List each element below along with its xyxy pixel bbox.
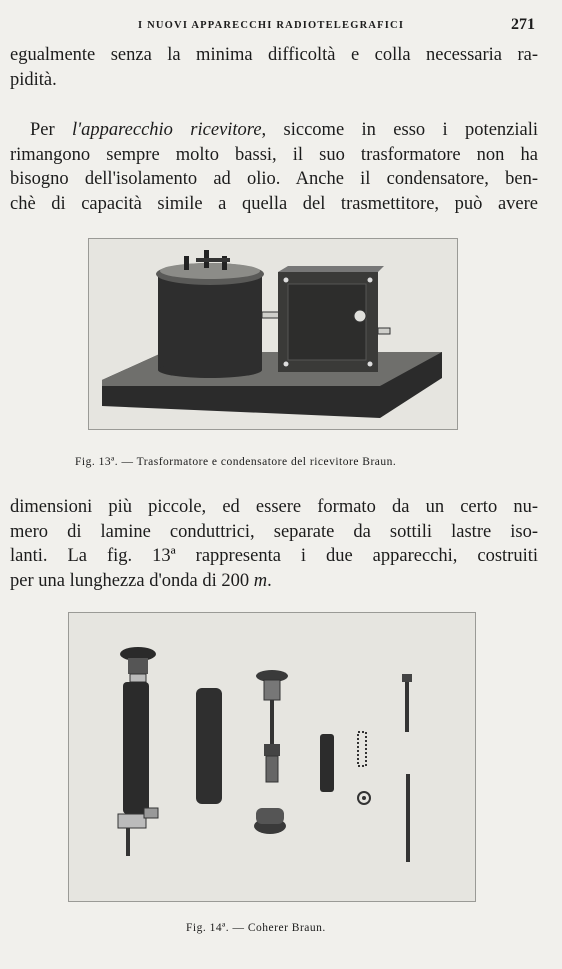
washer-hole — [362, 796, 366, 800]
screw — [284, 362, 289, 367]
figure-13-caption: Fig. 13ª. — Trasformatore e condensatore del ricevitore Braun. — [75, 456, 397, 468]
coherer-screw — [144, 808, 158, 818]
small-cylinder — [320, 734, 334, 792]
long-pin — [406, 774, 410, 862]
paragraph-3-line-3: lanti. La fig. 13ª rappresenta i due apparecchi, costruiti — [10, 546, 538, 566]
paragraph-3-line-4 — [10, 569, 538, 594]
paragraph-2-italic: l'apparecchio ricevitore — [72, 120, 262, 140]
transformer-lid-top — [160, 263, 260, 279]
condenser-clip — [378, 328, 390, 334]
spring — [358, 732, 366, 766]
figure-14-image — [68, 612, 476, 902]
page-number: 271 — [511, 16, 535, 33]
paragraph-2-line-2: rimangono sempre molto bassi, il suo trasformatore non ha — [10, 144, 538, 165]
electrode-base — [266, 756, 278, 782]
condenser-terminal — [354, 310, 366, 322]
connector-clamp — [262, 312, 280, 318]
paragraph-3-line-2: mero di lamine conduttrici, separate da sottili lastre iso- — [10, 521, 538, 542]
paragraph-1-line-1: egualmente senza la minima difficoltà e colla necessaria ra- — [10, 45, 538, 65]
paragraph-3-line-1: dimensioni più piccole, ed essere formato da un certo nu- — [10, 497, 538, 517]
screw — [284, 278, 289, 283]
running-head — [0, 16, 562, 36]
paragraph-2 — [10, 118, 538, 216]
electrode-rod — [270, 700, 274, 744]
coherer-collar — [128, 658, 148, 674]
electrode-tip — [264, 744, 280, 756]
coherer-illustration — [68, 612, 476, 902]
paragraph-3-line-4-lead: per una lunghezza d'onda di 200 — [10, 570, 254, 591]
electrode-head — [264, 680, 280, 700]
paragraph-2-line-1 — [10, 118, 538, 143]
paragraph-2-line-4: chè di capacità simile a quella del trasmettitore, può avere — [10, 193, 538, 214]
paragraph-3-unit: m — [253, 570, 268, 591]
paragraph-3-line-4-tail: . — [267, 570, 272, 591]
transformer-bottom — [158, 362, 262, 378]
paragraph-1 — [10, 43, 538, 92]
pin-rod — [405, 682, 409, 732]
condenser-box-top — [278, 266, 384, 272]
paragraph-2-line-3: bisogno dell'isolamento ad olio. Anche il condensatore, ben- — [10, 169, 538, 189]
screw — [368, 278, 373, 283]
pin-head — [402, 674, 412, 682]
running-title: I NUOVI APPARECCHI RADIOTELEGRAFICI — [138, 20, 405, 31]
paragraph-3 — [10, 495, 538, 593]
coherer-ring — [130, 674, 146, 682]
screw — [368, 362, 373, 367]
paragraph-2-lead: Per — [30, 120, 73, 140]
transformer-cylinder — [158, 274, 262, 370]
figure-14-caption: Fig. 14ª. — Coherer Braun. — [186, 922, 326, 934]
transformer-condenser-illustration — [88, 238, 458, 430]
coherer-tube — [123, 682, 149, 814]
terminal-left — [184, 256, 189, 270]
sleeve — [196, 688, 222, 804]
nut-body — [256, 808, 284, 824]
paragraph-2-line-1-rest: , siccome in esso i potenziali — [261, 120, 538, 140]
coherer-base — [118, 814, 146, 828]
paragraph-1-line-2: pidità. — [10, 69, 57, 90]
figure-13-image — [88, 238, 458, 430]
terminal-bar — [196, 258, 230, 262]
coherer-pin — [126, 828, 130, 856]
condenser-face — [288, 284, 366, 360]
